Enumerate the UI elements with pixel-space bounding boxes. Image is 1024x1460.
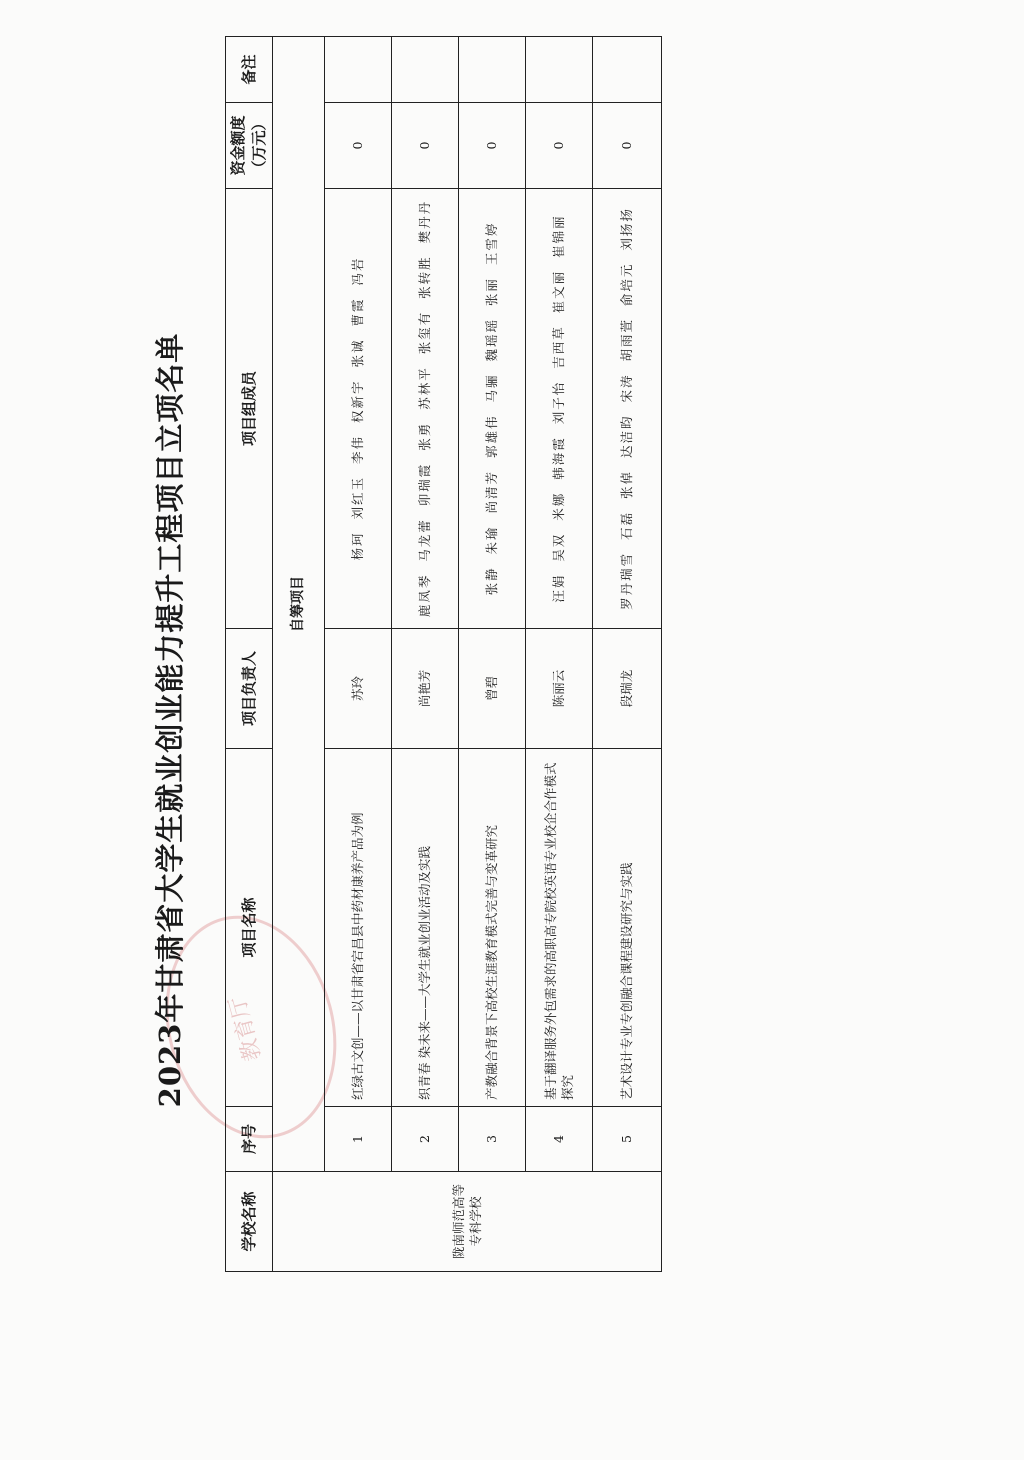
row-project-name: 红绿古文创——以甘肃省宕昌县中药材康养产品为例 (325, 749, 392, 1107)
row-seq: 3 (459, 1107, 526, 1172)
row-funding: 0 (526, 103, 593, 189)
row-members: 张静 朱瑜 尚清芳 郭雄伟 马骊 魏瑶瑶 张丽 王雪婷 (459, 189, 526, 629)
row-remark (325, 37, 392, 103)
row-remark (459, 37, 526, 103)
school-name: 陇南师范高等专科学校 (273, 1172, 662, 1272)
row-members: 汪娟 吴双 米娜 韩海霞 刘子怡 吉西草 崔文丽 崔锦丽 (526, 189, 593, 629)
row-seq: 5 (593, 1107, 662, 1172)
row-funding: 0 (325, 103, 392, 189)
row-remark (593, 37, 662, 103)
row-seq: 2 (392, 1107, 459, 1172)
table-row (459, 37, 526, 1272)
header-school: 学校名称 (226, 1172, 273, 1272)
table-row (325, 37, 392, 1272)
row-funding: 0 (392, 103, 459, 189)
row-seq: 1 (325, 1107, 392, 1172)
document-title: 2023年甘肃省大学生就业创业能力提升工程项目立项名单 (153, 332, 187, 1108)
header-row (226, 37, 273, 1272)
row-remark (526, 37, 593, 103)
row-seq: 4 (526, 1107, 593, 1172)
header-funding: 资金额度（万元） (226, 103, 273, 189)
row-leader: 陈丽云 (526, 629, 593, 749)
table-row (526, 37, 593, 1272)
row-project-name: 产教融合背景下高校生涯教育模式完善与变革研究 (459, 749, 526, 1107)
header-seq: 序号 (226, 1107, 273, 1172)
row-members: 鹿凤琴 马龙蕾 卯瑞霞 张勇 苏林平 张玺有 张转胜 樊丹丹 (392, 189, 459, 629)
header-members: 项目组成员 (226, 189, 273, 629)
row-project-name: 基于翻译服务外包需求的高职高专院校英语专业校企合作模式探究 (526, 749, 593, 1107)
section-label: 自筹项目 (273, 37, 325, 1172)
row-leader: 苏玲 (325, 629, 392, 749)
row-funding: 0 (459, 103, 526, 189)
table-row (392, 37, 459, 1272)
table-row (593, 37, 662, 1272)
row-remark (392, 37, 459, 103)
header-leader: 项目负责人 (226, 629, 273, 749)
row-project-name: 艺术设计专业专创融合课程建设研究与实践 (593, 749, 662, 1107)
row-leader: 尚艳芳 (392, 629, 459, 749)
project-table (225, 36, 662, 1272)
section-row (273, 37, 325, 1272)
seal-text: 教育厅 (225, 993, 267, 1064)
row-project-name: 织青春 染未来——大学生就业创业活动及实践 (392, 749, 459, 1107)
row-leader: 曾碧 (459, 629, 526, 749)
row-members: 杨珂 刘红玉 李伟 权新宇 张诚 曹霞 冯岩 (325, 189, 392, 629)
header-project-name: 项目名称 (226, 749, 273, 1107)
row-funding: 0 (593, 103, 662, 189)
row-leader: 段瑞龙 (593, 629, 662, 749)
row-members: 罗丹瑞雪 石磊 张倬 达洁昀 宋涛 胡雨萱 俞培元 刘扬扬 (593, 189, 662, 629)
header-remark: 备注 (226, 37, 273, 103)
